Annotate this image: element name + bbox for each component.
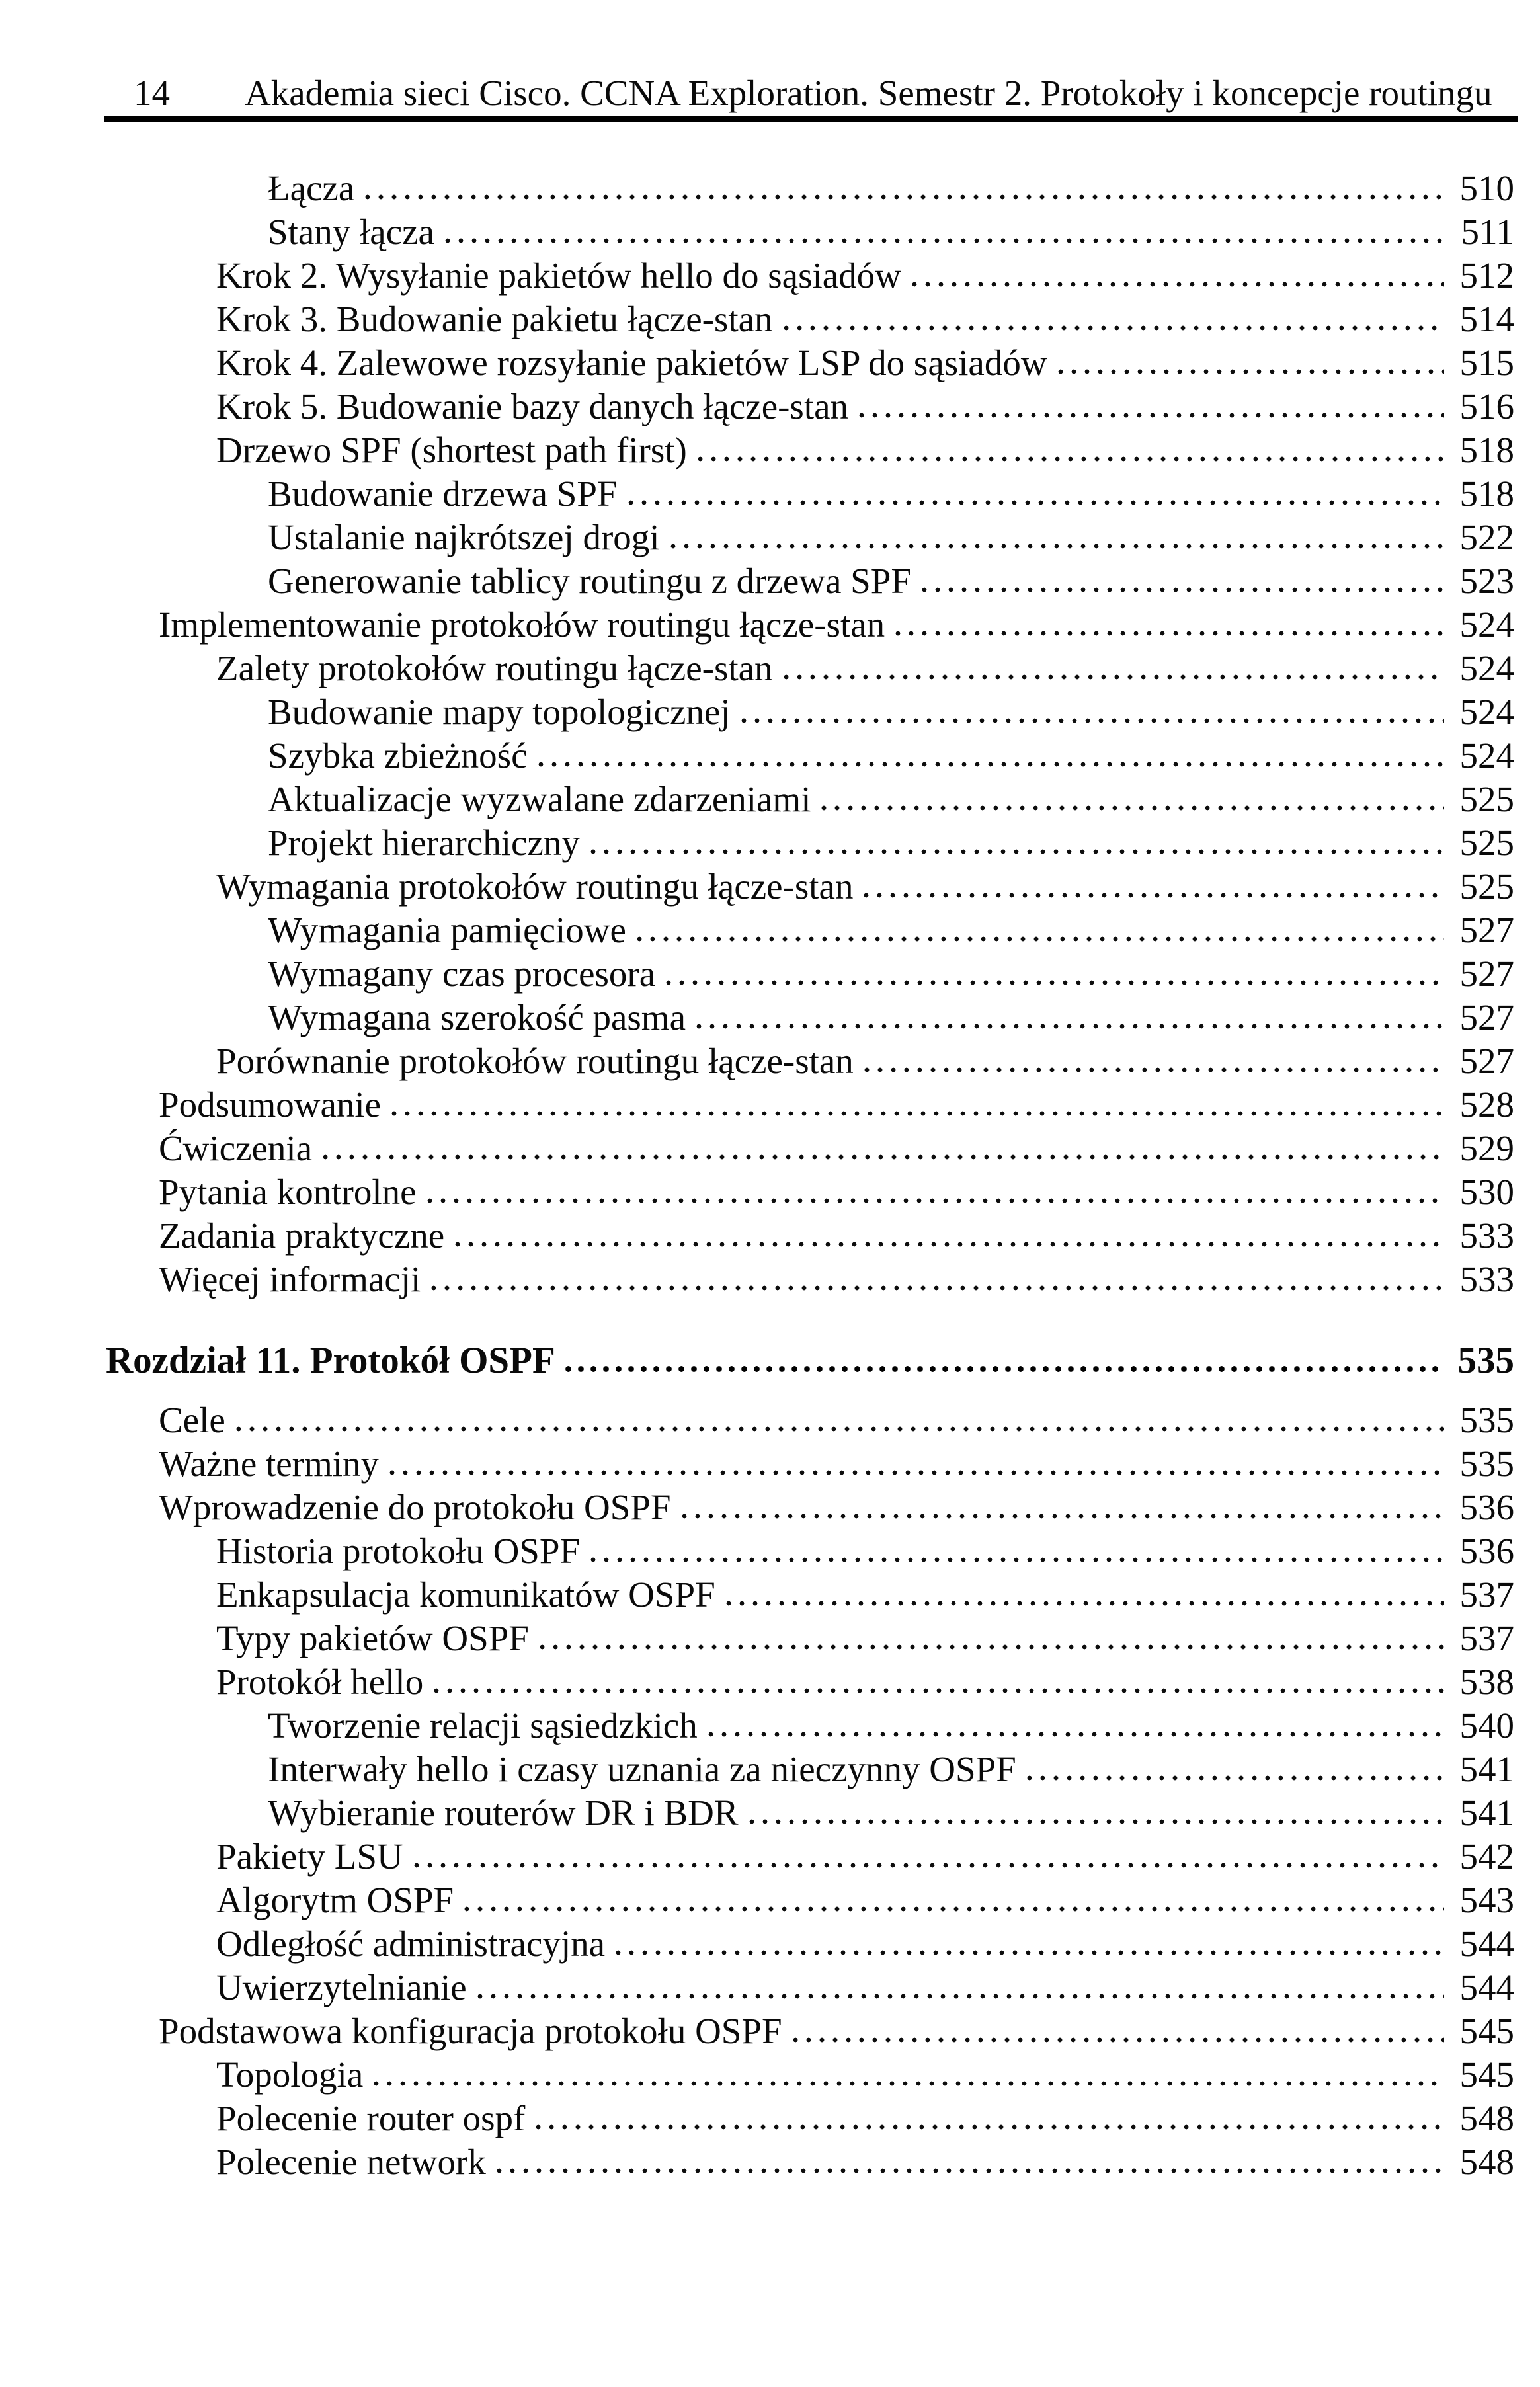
- dotted-leader: [855, 412, 1444, 419]
- toc-entry-label: Drzewo SPF (shortest path first): [216, 430, 687, 470]
- toc-entry-label: Budowanie mapy topologicznej: [268, 692, 731, 732]
- toc-entry-label: Wybieranie routerów DR i BDR: [268, 1793, 739, 1833]
- toc-entry-page: 536: [1459, 1531, 1514, 1571]
- toc-entry-page: 544: [1459, 1923, 1514, 1964]
- dotted-leader: [612, 1949, 1444, 1956]
- toc-entry-page: 537: [1459, 1574, 1514, 1615]
- toc-entry-page: 548: [1459, 2142, 1514, 2182]
- toc-row: [0, 2097, 1540, 2140]
- toc-entry-page: 535: [1457, 1340, 1514, 1381]
- dotted-leader: [410, 1862, 1444, 1869]
- toc-row: [0, 909, 1540, 952]
- dotted-leader: [624, 499, 1444, 506]
- dotted-leader: [361, 194, 1444, 200]
- toc-row: [0, 1398, 1540, 1442]
- toc-row: [0, 734, 1540, 778]
- toc-entry-page: 529: [1459, 1128, 1514, 1168]
- toc-entry-label: Historia protokołu OSPF: [216, 1531, 581, 1571]
- dotted-leader: [745, 1818, 1444, 1825]
- dotted-leader: [430, 1687, 1444, 1694]
- dotted-leader: [232, 1426, 1444, 1432]
- dotted-leader: [441, 237, 1444, 244]
- toc-entry-page: 536: [1459, 1487, 1514, 1527]
- dotted-leader: [789, 2037, 1444, 2043]
- toc-entry-label: Polecenie router ospf: [216, 2098, 526, 2138]
- header-rule: [104, 116, 1518, 122]
- toc-entry-page: 541: [1459, 1749, 1514, 1789]
- toc-row: [0, 210, 1540, 254]
- toc-entry-page: 548: [1459, 2098, 1514, 2138]
- dotted-leader: [908, 281, 1444, 288]
- dotted-leader: [473, 1993, 1444, 2000]
- toc-entry-page: 525: [1459, 779, 1514, 819]
- dotted-leader: [692, 1023, 1444, 1030]
- toc-entry-page: 542: [1459, 1836, 1514, 1877]
- toc-entry-label: Ustalanie najkrótszej drogi: [268, 517, 660, 557]
- toc-entry-page: 527: [1459, 953, 1514, 994]
- dotted-leader: [532, 2124, 1444, 2130]
- toc-entry-label: Pytania kontrolne: [159, 1172, 417, 1212]
- toc-entry-label: Krok 3. Budowanie pakietu łącze-stan: [216, 299, 773, 339]
- toc-entry-page: 538: [1459, 1662, 1514, 1702]
- dotted-leader: [780, 674, 1444, 680]
- toc-entry-page: 512: [1459, 255, 1514, 296]
- toc-entry-label: Odległość administracyjna: [216, 1923, 606, 1964]
- toc-row: [0, 1214, 1540, 1258]
- toc-entry-page: 516: [1459, 386, 1514, 426]
- dotted-leader: [694, 456, 1444, 462]
- toc-entry-page: 510: [1459, 168, 1514, 208]
- toc-row: [0, 1083, 1540, 1127]
- toc-row: [0, 254, 1540, 298]
- toc-row: [0, 1617, 1540, 1660]
- toc-entry-page: 523: [1459, 561, 1514, 601]
- toc-entry-page: 524: [1459, 735, 1514, 776]
- toc-entry-label: Uwierzytelnianie: [216, 1967, 467, 2007]
- toc-entry-page: 535: [1459, 1443, 1514, 1484]
- toc-entry-label: Wymagania protokołów routingu łącze-stan: [216, 866, 854, 907]
- toc-row: [0, 1704, 1540, 1748]
- toc-entry-page: 527: [1459, 997, 1514, 1037]
- dotted-leader: [633, 936, 1444, 942]
- toc-entry-label: Algorytm OSPF: [216, 1880, 454, 1920]
- toc-row: [0, 1748, 1540, 1791]
- toc-row: [0, 603, 1540, 647]
- toc-row: [0, 2053, 1540, 2097]
- toc-row: [0, 996, 1540, 1039]
- toc-row: [0, 472, 1540, 516]
- toc-entry-page: 525: [1459, 823, 1514, 863]
- toc-row: [0, 341, 1540, 385]
- toc-entry-page: 524: [1459, 604, 1514, 645]
- toc-entry-page: 537: [1459, 1618, 1514, 1658]
- dotted-leader: [1023, 1775, 1444, 1781]
- dotted-leader: [562, 1365, 1444, 1373]
- toc-entry-label: Budowanie drzewa SPF: [268, 473, 618, 514]
- toc-entry-label: Stany łącza: [268, 212, 434, 252]
- toc-entry-label: Wymagany czas procesora: [268, 953, 656, 994]
- toc-entry-label: Ćwiczenia: [159, 1128, 313, 1168]
- dotted-leader: [460, 1906, 1444, 1912]
- toc-row: [0, 821, 1540, 865]
- toc-row: [0, 385, 1540, 428]
- toc-row: [0, 2009, 1540, 2053]
- toc-entry-page: 515: [1459, 343, 1514, 383]
- toc-entry-page: 535: [1459, 1400, 1514, 1440]
- toc-entry-page: 544: [1459, 1967, 1514, 2007]
- toc-entry-page: 545: [1459, 2054, 1514, 2095]
- dotted-leader: [722, 1600, 1444, 1607]
- toc-entry-page: 524: [1459, 692, 1514, 732]
- toc-entry-page: 533: [1459, 1215, 1514, 1256]
- toc-entry-page: 545: [1459, 2011, 1514, 2051]
- toc-entry-page: 511: [1461, 212, 1514, 252]
- toc-row: [0, 559, 1540, 603]
- toc-row: [0, 1127, 1540, 1170]
- toc-row: [0, 298, 1540, 341]
- toc-entry-label: Zalety protokołów routingu łącze-stan: [216, 648, 773, 688]
- toc-entry-label: Krok 5. Budowanie bazy danych łącze-stan: [216, 386, 849, 426]
- toc-entry-page: 543: [1459, 1880, 1514, 1920]
- toc-entry-page: 518: [1459, 473, 1514, 514]
- dotted-leader: [534, 761, 1445, 768]
- toc-entry-label: Podstawowa konfiguracja protokołu OSPF: [159, 2011, 782, 2051]
- dotted-leader: [587, 1557, 1444, 1563]
- toc-list: [0, 167, 1540, 2184]
- toc-row: [0, 690, 1540, 734]
- toc-row: [0, 1791, 1540, 1835]
- toc-entry-label: Pakiety LSU: [216, 1836, 403, 1877]
- toc-row: [0, 778, 1540, 821]
- toc-entry-page: 522: [1459, 517, 1514, 557]
- dotted-leader: [587, 848, 1444, 855]
- toc-entry-label: Ważne terminy: [159, 1443, 380, 1484]
- toc-entry-label: Krok 4. Zalewowe rozsyłanie pakietów LSP do sąsiadów: [216, 343, 1047, 383]
- toc-entry-label: Krok 2. Wysyłanie pakietów hello do sąsiadów: [216, 255, 901, 296]
- toc-entry-label: Polecenie network: [216, 2142, 486, 2182]
- dotted-leader: [451, 1241, 1444, 1248]
- dotted-leader: [423, 1197, 1444, 1204]
- toc-entry-label: Wymagana szerokość pasma: [268, 997, 686, 1037]
- toc-entry-label: Generowanie tablicy routingu z drzewa SPF: [268, 561, 911, 601]
- dotted-leader: [817, 805, 1444, 811]
- toc-entry-label: Rozdział 11. Protokół OSPF: [106, 1340, 555, 1381]
- toc-row: [0, 952, 1540, 996]
- toc-row: [0, 1039, 1540, 1083]
- toc-entry-page: 530: [1459, 1172, 1514, 1212]
- dotted-leader: [387, 1110, 1444, 1117]
- header-title: Akademia sieci Cisco. CCNA Exploration. Semestr 2. Protokoły i koncepcje routingu: [245, 73, 1492, 113]
- toc-row: [0, 1170, 1540, 1214]
- dotted-leader: [860, 892, 1444, 899]
- toc-row: [0, 1879, 1540, 1922]
- toc-entry-page: 518: [1459, 430, 1514, 470]
- dotted-leader: [737, 717, 1444, 724]
- toc-row: [0, 516, 1540, 559]
- toc-row: [0, 865, 1540, 909]
- toc-row: [0, 167, 1540, 210]
- toc-row: [0, 1486, 1540, 1529]
- dotted-leader: [918, 587, 1444, 593]
- toc-entry-page: 524: [1459, 648, 1514, 688]
- dotted-leader: [667, 543, 1444, 549]
- toc-entry-label: Szybka zbieżność: [268, 735, 528, 776]
- toc-entry-label: Cele: [159, 1400, 225, 1440]
- dotted-leader: [370, 2080, 1444, 2087]
- toc-entry-label: Zadania praktyczne: [159, 1215, 445, 1256]
- toc-entry-label: Wprowadzenie do protokołu OSPF: [159, 1487, 671, 1527]
- toc-row: [0, 1922, 1540, 1966]
- toc-entry-page: 527: [1459, 910, 1514, 950]
- dotted-leader: [678, 1513, 1445, 1519]
- toc-entry-label: Protokół hello: [216, 1662, 424, 1702]
- dotted-leader: [891, 630, 1444, 637]
- toc-chapter-row: [0, 1338, 1540, 1384]
- toc-row: [0, 1258, 1540, 1301]
- toc-entry-label: Typy pakietów OSPF: [216, 1618, 529, 1658]
- toc-entry-label: Projekt hierarchiczny: [268, 823, 580, 863]
- toc-entry-label: Łącza: [268, 168, 355, 208]
- dotted-leader: [427, 1285, 1444, 1291]
- dotted-leader: [662, 979, 1444, 986]
- dotted-leader: [536, 1644, 1444, 1650]
- dotted-leader: [860, 1067, 1444, 1073]
- toc-row: [0, 1835, 1540, 1879]
- page-header: [0, 71, 1540, 115]
- toc-entry-label: Więcej informacji: [159, 1259, 421, 1299]
- toc-entry-page: 525: [1459, 866, 1514, 907]
- toc-entry-label: Porównanie protokołów routingu łącze-stan: [216, 1041, 854, 1081]
- dotted-leader: [1054, 368, 1444, 375]
- dotted-leader: [385, 1469, 1444, 1476]
- toc-entry-label: Podsumowanie: [159, 1084, 382, 1125]
- toc-entry-label: Interwały hello i czasy uznania za nieczynny OSPF: [268, 1749, 1016, 1789]
- toc-entry-label: Enkapsulacja komunikatów OSPF: [216, 1574, 715, 1615]
- toc-entry-page: 527: [1459, 1041, 1514, 1081]
- toc-row: [0, 2140, 1540, 2184]
- dotted-leader: [704, 1731, 1444, 1738]
- toc-row: [0, 1966, 1540, 2009]
- toc-entry-label: Topologia: [216, 2054, 364, 2095]
- dotted-leader: [493, 2167, 1444, 2174]
- toc-row: [0, 1573, 1540, 1617]
- toc-entry-page: 540: [1459, 1705, 1514, 1746]
- toc-entry-page: 514: [1459, 299, 1514, 339]
- toc-row: [0, 1442, 1540, 1486]
- toc-entry-page: 533: [1459, 1259, 1514, 1299]
- toc-entry-label: Implementowanie protokołów routingu łącze-stan: [159, 604, 885, 645]
- toc-row: [0, 1660, 1540, 1704]
- dotted-leader: [780, 325, 1444, 331]
- toc-row: [0, 647, 1540, 690]
- toc-entry-label: Wymagania pamięciowe: [268, 910, 626, 950]
- toc-entry-page: 541: [1459, 1793, 1514, 1833]
- toc-entry-label: Aktualizacje wyzwalane zdarzeniami: [268, 779, 811, 819]
- toc-entry-page: 528: [1459, 1084, 1514, 1125]
- toc-row: [0, 1529, 1540, 1573]
- toc-entry-label: Tworzenie relacji sąsiedzkich: [268, 1705, 698, 1746]
- header-page-number: 14: [134, 73, 170, 113]
- dotted-leader: [319, 1154, 1444, 1160]
- toc-row: [0, 428, 1540, 472]
